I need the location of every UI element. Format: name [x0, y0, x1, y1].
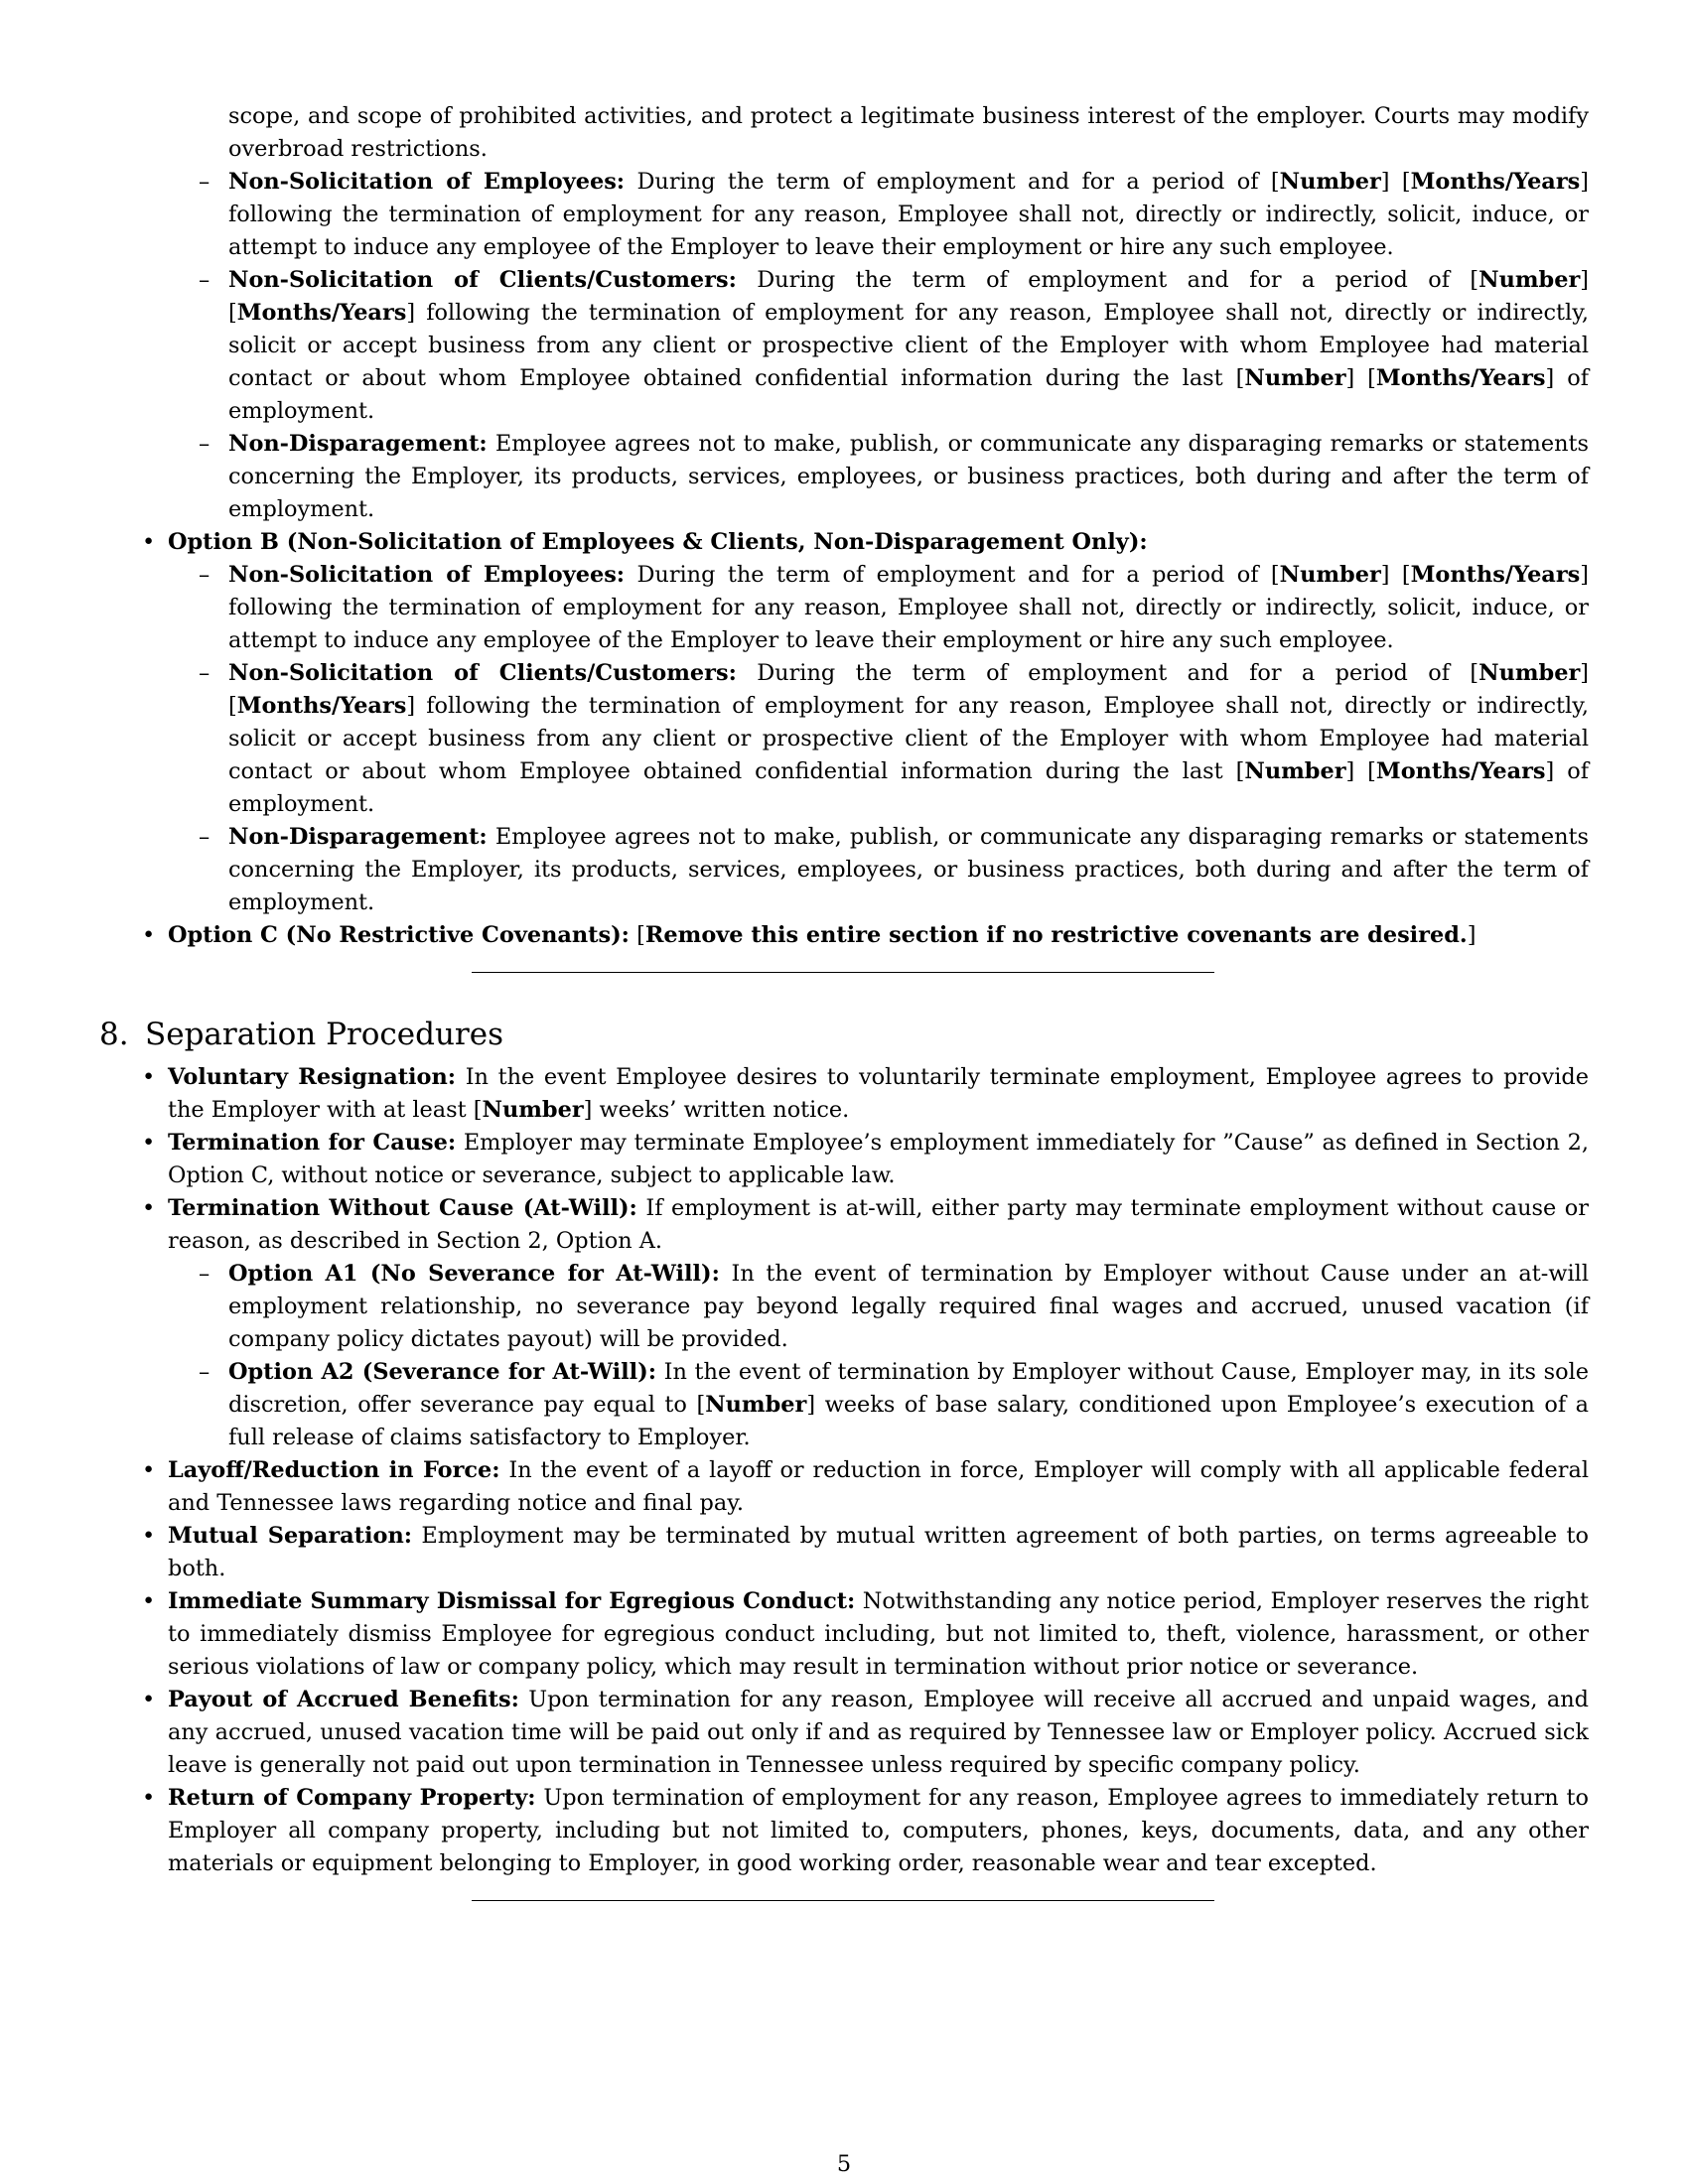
bullet-marker: • [142, 1588, 156, 1614]
bullet-marker: • [142, 1687, 156, 1712]
bullet-marker: • [142, 1064, 156, 1090]
payout-benefits-item: • Payout of Accrued Benefits: Upon termination for any reason, Employee will receive all accrued and unpaid wages, and any accrued, unused vacation time will be paid out only if and as required by Tennessee law or Employer policy. Accrued sick leave is generally not paid out upon termination in Tennessee unless required by specific company policy. [168, 1684, 1589, 1782]
section-title: Separation Procedures [145, 1017, 503, 1052]
bullet-marker: • [142, 1457, 156, 1483]
termination-for-cause-item: • Termination for Cause: Employer may terminate Employee’s employment immediately for ”Cause” as defined in Section 2, Option C, without notice or severance, subject to applicable law. [168, 1127, 1589, 1192]
bullet-marker: • [142, 1130, 156, 1156]
page-number: 5 [836, 2151, 852, 2177]
return-property-item: • Return of Company Property: Upon termination of employment for any reason, Employee agrees to immediately return to Employer all company property, including but not limited to, computers, phones, keys, documents, data, and any other materials or equipment belonging to Employer, in good working order, reasonable wear and tear excepted. [168, 1782, 1589, 1880]
item-title: Non-Disparagement: [228, 824, 488, 850]
voluntary-resignation-item: • Voluntary Resignation: In the event Employee desires to voluntarily terminate employment, Employee agrees to provide the Employer with at least [Number] weeks’ written notice. [168, 1061, 1589, 1127]
option-a1-item: – Option A1 (No Severance for At-Will): In the event of termination by Employer without Cause under an at-will employment relationship, no severance pay beyond legally required final wages and accrued, unused vacation (if company policy dictates payout) will be provided. [228, 1258, 1589, 1356]
option-c-item: • Option C (No Restrictive Covenants): [Remove this entire section if no restrictive covenants are desired.] [168, 919, 1589, 952]
option-b-non-disparagement: – Non-Disparagement: Employee agrees not to make, publish, or communicate any disparaging remarks or statements concerning the Employer, its products, services, employees, or business practices, both during and after the term of employment. [228, 821, 1589, 919]
dash-marker: – [199, 660, 211, 686]
item-title: Non-Disparagement: [228, 431, 488, 457]
summary-dismissal-item: • Immediate Summary Dismissal for Egregious Conduct: Notwithstanding any notice period, Employer reserves the right to immediately dismiss Employee for egregious conduct including, but not limited to, theft, violence, harassment, or other serious violations of law or company policy, which may result in termination without prior notice or severance. [168, 1585, 1589, 1684]
termination-without-cause-item: • Termination Without Cause (At-Will): If employment is at-will, either party may terminate employment without cause or reason, as described in Section 2, Option A. [168, 1192, 1589, 1258]
dash-marker: – [199, 824, 211, 850]
option-a2-item: – Option A2 (Severance for At-Will): In the event of termination by Employer without Cause, Employer may, in its sole discretion, offer severance pay equal to [Number] weeks of base salary, conditioned upon Employee’s execution of a full release of claims satisfactory to Employer. [228, 1356, 1589, 1454]
item-title: Non-Solicitation of Employees: [228, 562, 626, 588]
document-page [99, 100, 1589, 1901]
bullet-marker: • [142, 1195, 156, 1221]
bullet-marker: • [142, 922, 156, 948]
section-heading [99, 1015, 1589, 1054]
dash-marker: – [199, 1261, 211, 1287]
dash-marker: – [199, 1359, 211, 1385]
item-title: Non-Solicitation of Employees: [228, 169, 626, 195]
item-title: Non-Solicitation of Clients/Customers: [228, 660, 737, 686]
bullet-marker: • [142, 1785, 156, 1811]
section-number: 8. [99, 1017, 129, 1052]
bullet-marker: • [142, 529, 156, 555]
dash-marker: – [199, 169, 211, 195]
option-a-non-solicitation-employees: – Non-Solicitation of Employees: During the term of employment and for a period of [Number] [Months/Years] following the termination of employment for any reason, Employee shall not, directly or indirectly, solicit, induce, or attempt to induce any employee of the Employer to leave their employment or hire any such employee. [228, 166, 1589, 264]
option-a-non-solicitation-clients: – Non-Solicitation of Clients/Customers: During the term of employment and for a period of [Number] [Months/Years] following the termination of employment for any reason, Employee shall not, directly or indirectly, solicit or accept business from any client or prospective client of the Employer with whom Employee had material contact or about whom Employee obtained confidential information during the last [Number] [Months/Years] of employment. [228, 264, 1589, 428]
option-a-non-disparagement: – Non-Disparagement: Employee agrees not to make, publish, or communicate any disparaging remarks or statements concerning the Employer, its products, services, employees, or business practices, both during and after the term of employment. [228, 428, 1589, 526]
section-divider [472, 972, 1214, 973]
dash-marker: – [199, 562, 211, 588]
section-divider [472, 1900, 1214, 1901]
option-b-non-solicitation-employees: – Non-Solicitation of Employees: During the term of employment and for a period of [Number] [Months/Years] following the termination of employment for any reason, Employee shall not, directly or indirectly, solicit, induce, or attempt to induce any employee of the Employer to leave their employment or hire any such employee. [228, 559, 1589, 657]
option-b-non-solicitation-clients: – Non-Solicitation of Clients/Customers: During the term of employment and for a period of [Number] [Months/Years] following the termination of employment for any reason, Employee shall not, directly or indirectly, solicit or accept business from any client or prospective client of the Employer with whom Employee had material contact or about whom Employee obtained confidential information during the last [Number] [Months/Years] of employment. [228, 657, 1589, 821]
continued-paragraph: scope, and scope of prohibited activities, and protect a legitimate business interest of the employer. Courts may modify overbroad restrictions. [228, 103, 1589, 162]
dash-marker: – [199, 431, 211, 457]
dash-marker: – [199, 267, 211, 293]
option-b-heading: • Option B (Non-Solicitation of Employees & Clients, Non-Disparagement Only): [168, 526, 1589, 559]
item-title: Non-Solicitation of Clients/Customers: [228, 267, 737, 293]
mutual-separation-item: • Mutual Separation: Employment may be terminated by mutual written agreement of both parties, on terms agreeable to both. [168, 1520, 1589, 1585]
bullet-marker: • [142, 1523, 156, 1549]
layoff-item: • Layoff/Reduction in Force: In the event of a layoff or reduction in force, Employer will comply with all applicable federal and Tennessee laws regarding notice and final pay. [168, 1454, 1589, 1520]
